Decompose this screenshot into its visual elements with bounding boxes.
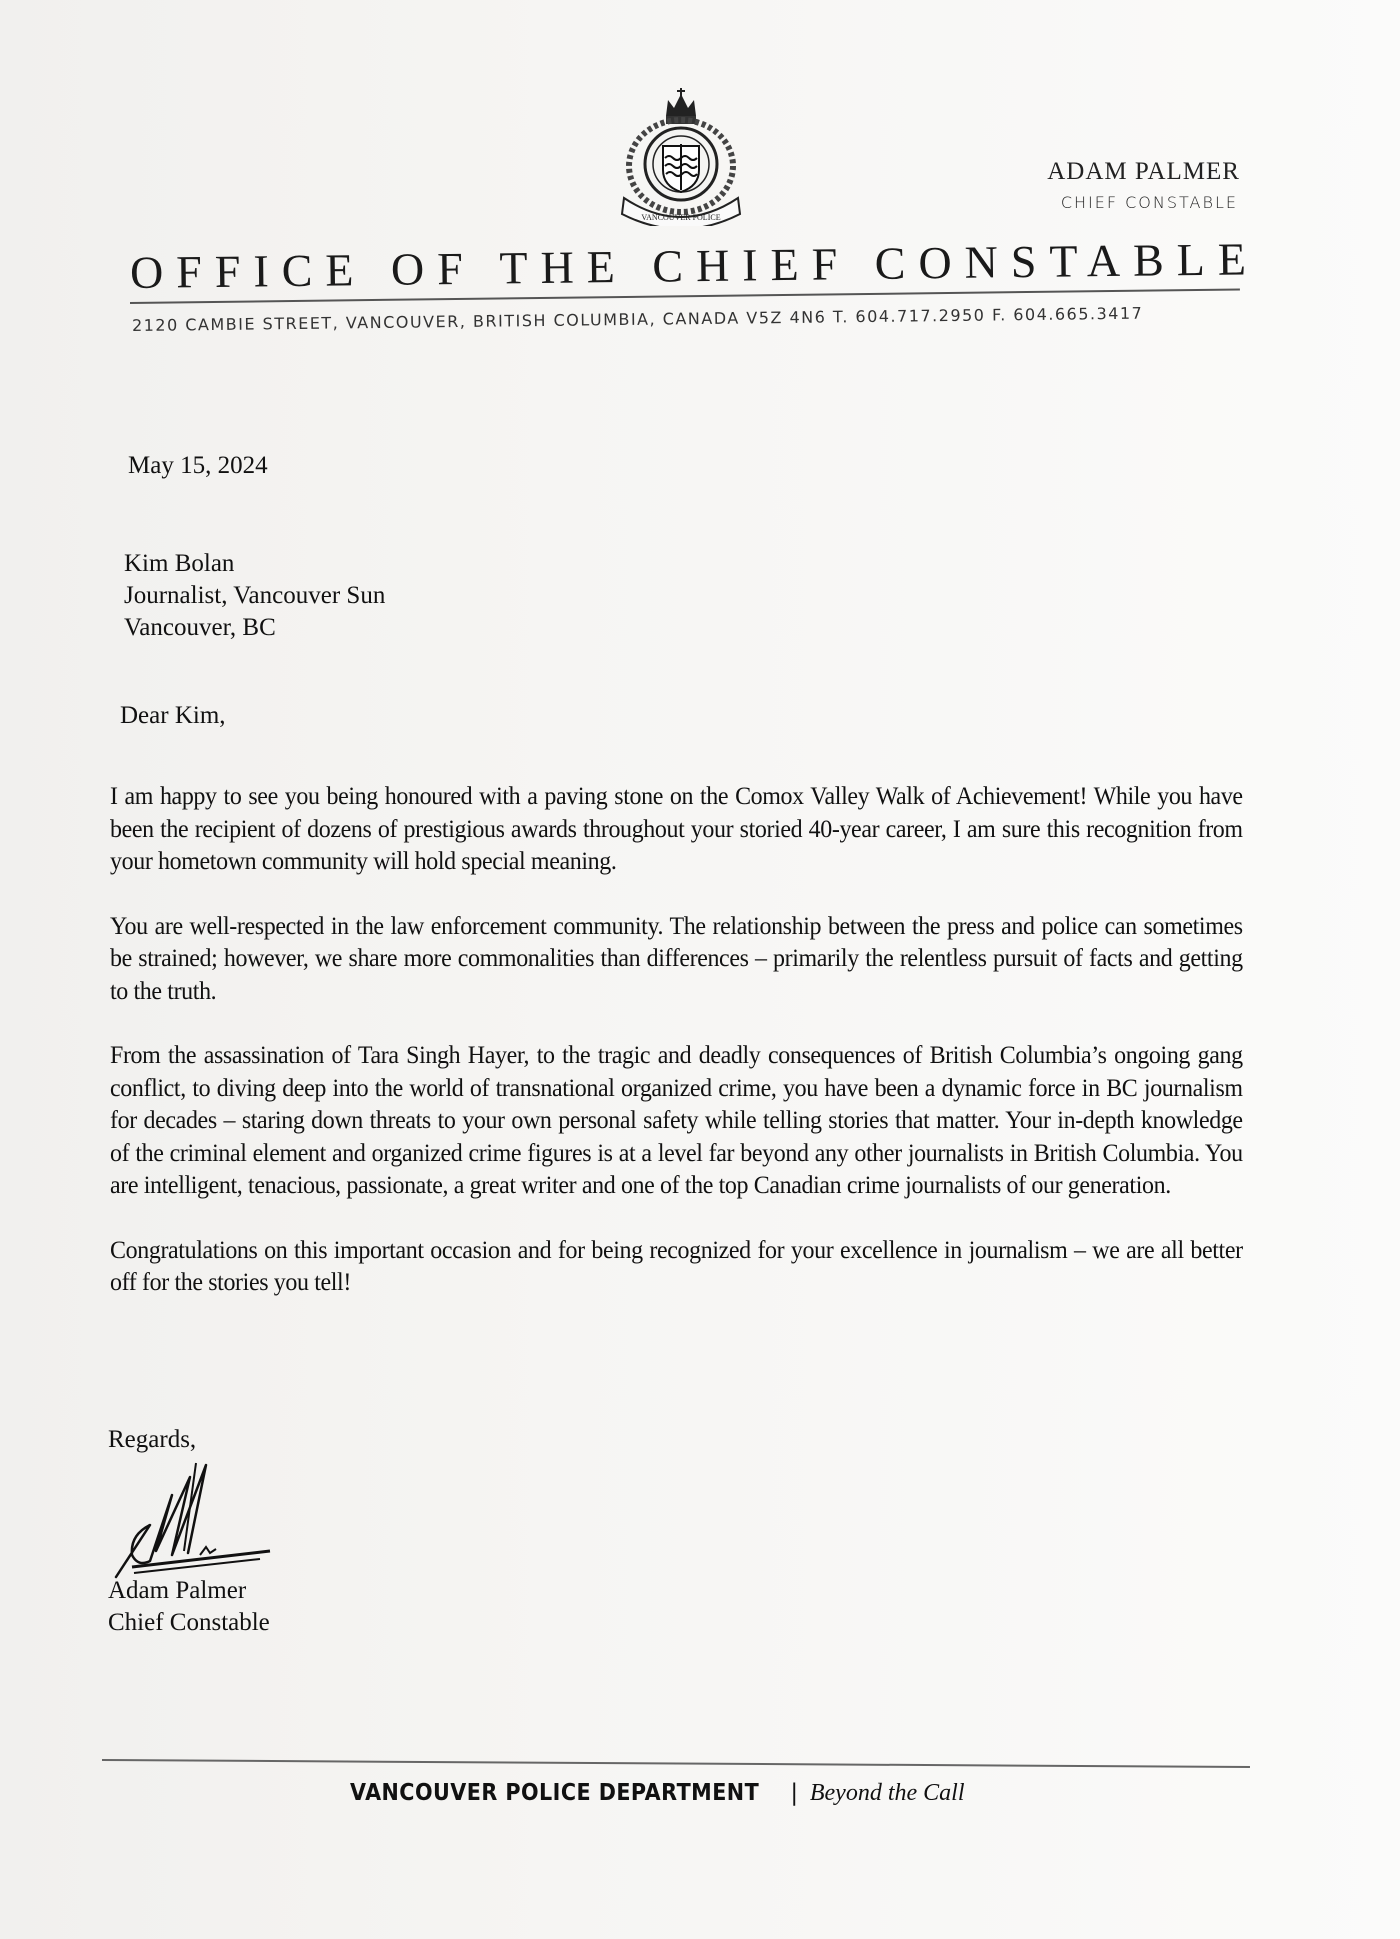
body-paragraph: I am happy to see you being honoured with a paving stone on the Comox Valley Walk of Achievement! While you have been the recipient of dozens of prestigious awards throughout your storied 40-year career, I am sure this recognition from your hometown community will hold special meaning. bbox=[110, 781, 1243, 875]
signature-icon bbox=[110, 1455, 280, 1580]
footer bbox=[350, 1780, 965, 1807]
body-paragraph: You are well-respected in the law enforcement community. The relationship between the press and police can sometimes be strained; however, we share more commonalities than differences – primarily the relentless pursuit of facts and getting to the truth. bbox=[110, 910, 1243, 1005]
sender-name-header: ADAM PALMER bbox=[1047, 158, 1240, 185]
body-paragraph: From the assassination of Tara Singh Hayer, to the tragic and deadly consequences of British Columbia’s ongoing gang conflict, to diving deep into the world of transnational organized crime, you have been a dynamic force in BC journalism for decades – staring down threats to your own personal safety while telling stories that matter. Your in-depth knowledge of the criminal element and organized crime figures is at a level far beyond any other journalists in British Columbia. You are intelligent, tenacious, passionate, a great writer and one of the top Canadian crime journalists of our generation. bbox=[110, 1040, 1243, 1199]
recipient-name: Kim Bolan bbox=[124, 550, 235, 577]
salutation: Dear Kim, bbox=[120, 702, 226, 729]
recipient-location: Vancouver, BC bbox=[124, 614, 276, 641]
footer-separator: | bbox=[790, 1780, 799, 1806]
sender-title-header: CHIEF CONSTABLE bbox=[1060, 193, 1238, 212]
recipient-position: Journalist, Vancouver Sun bbox=[124, 582, 386, 609]
footer-divider bbox=[102, 1759, 1250, 1768]
office-address: 2120 CAMBIE STREET, VANCOUVER, BRITISH COLUMBIA, CANADA V5Z 4N6 T. 604.717.2950 F. 604.665.3417 bbox=[131, 303, 1144, 335]
footer-organization: VANCOUVER POLICE DEPARTMENT bbox=[350, 1780, 760, 1806]
signer-name: Adam Palmer bbox=[108, 1577, 247, 1604]
svg-text:VANCOUVER POLICE: VANCOUVER POLICE bbox=[641, 213, 721, 222]
office-title: OFFICE OF THE CHIEF CONSTABLE bbox=[129, 233, 1260, 298]
footer-tagline: Beyond the Call bbox=[809, 1780, 965, 1806]
body-paragraph: Congratulations on this important occasion and for being recognized for your excellence in journalism – we are all better off for the stories you tell! bbox=[110, 1234, 1243, 1296]
letter-body bbox=[110, 780, 1243, 1331]
handwritten-signature bbox=[110, 1455, 280, 1580]
signer-block bbox=[108, 1575, 270, 1639]
recipient-block bbox=[124, 548, 385, 644]
signer-title: Chief Constable bbox=[108, 1609, 270, 1636]
closing: Regards, bbox=[108, 1426, 197, 1453]
crest-icon bbox=[616, 86, 746, 226]
police-crest-logo bbox=[616, 86, 746, 226]
letter-date: May 15, 2024 bbox=[128, 452, 268, 479]
